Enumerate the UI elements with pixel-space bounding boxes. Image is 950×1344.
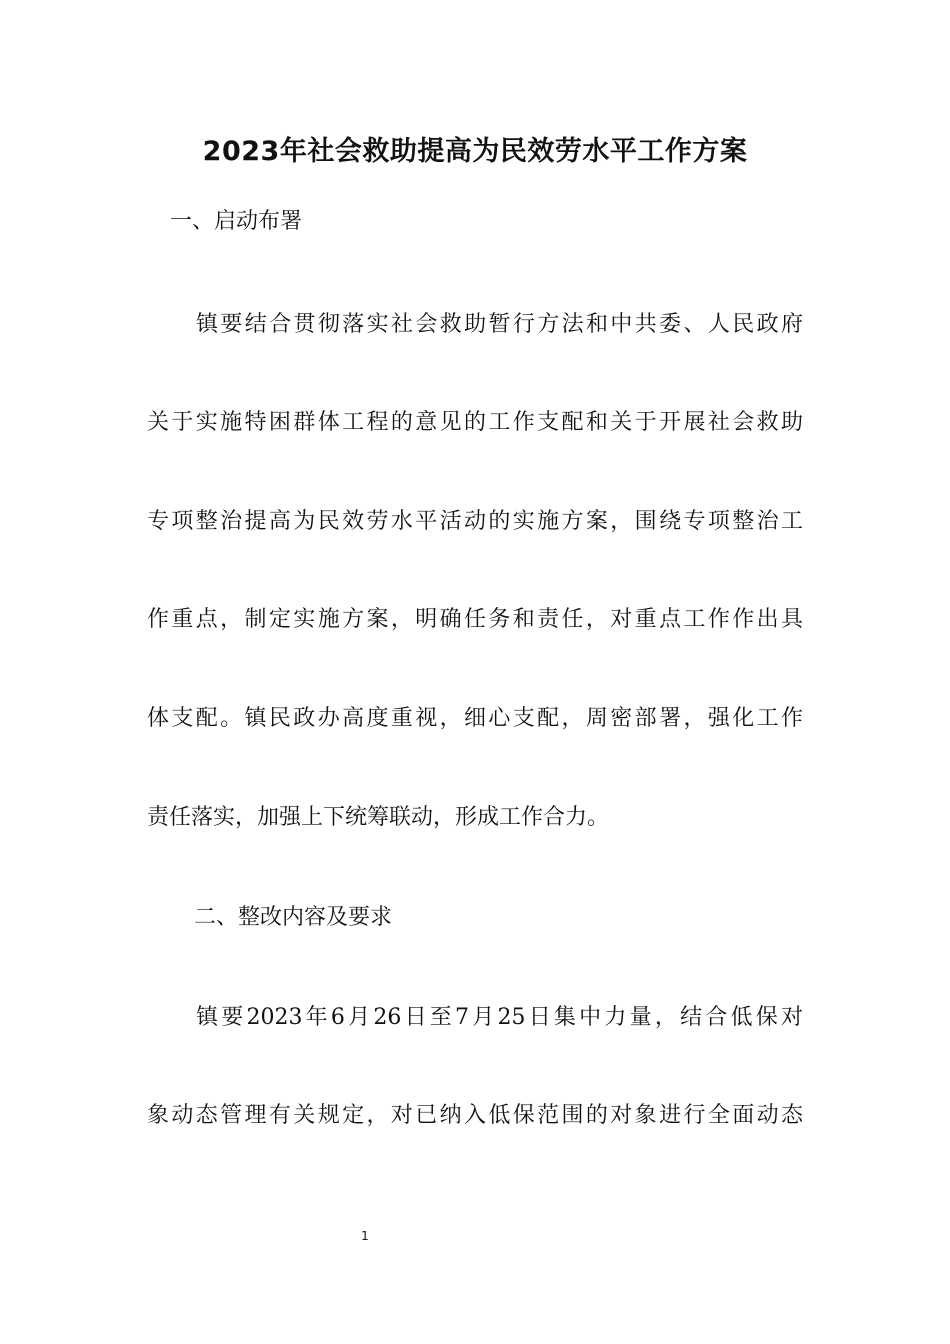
paragraph-line: 镇要2023年6月26日至7月25日集中力量，结合低保对 [196, 1005, 803, 1030]
section-heading-2: 二、整改内容及要求 [194, 905, 393, 930]
paragraph-line: 关于实施特困群体工程的意见的工作支配和关于开展社会救助 [147, 410, 803, 435]
paragraph-line: 体支配。镇民政办高度重视，细心支配，周密部署，强化工作 [147, 706, 803, 731]
section-heading-1: 一、启动布署 [170, 209, 303, 234]
page-number: 1 [361, 1229, 369, 1243]
paragraph-line: 作重点，制定实施方案，明确任务和责任，对重点工作作出具 [147, 607, 803, 632]
document-title: 2023年社会救助提高为民效劳水平工作方案 [202, 136, 748, 167]
paragraph-line: 镇要结合贯彻落实社会救助暂行方法和中共委、人民政府 [196, 312, 803, 337]
paragraph-line: 专项整治提高为民效劳水平活动的实施方案，围绕专项整治工 [147, 509, 803, 534]
paragraph-line: 责任落实，加强上下统筹联动，形成工作合力。 [147, 805, 610, 830]
paragraph-line: 象动态管理有关规定，对已纳入低保范围的对象进行全面动态 [147, 1103, 803, 1128]
